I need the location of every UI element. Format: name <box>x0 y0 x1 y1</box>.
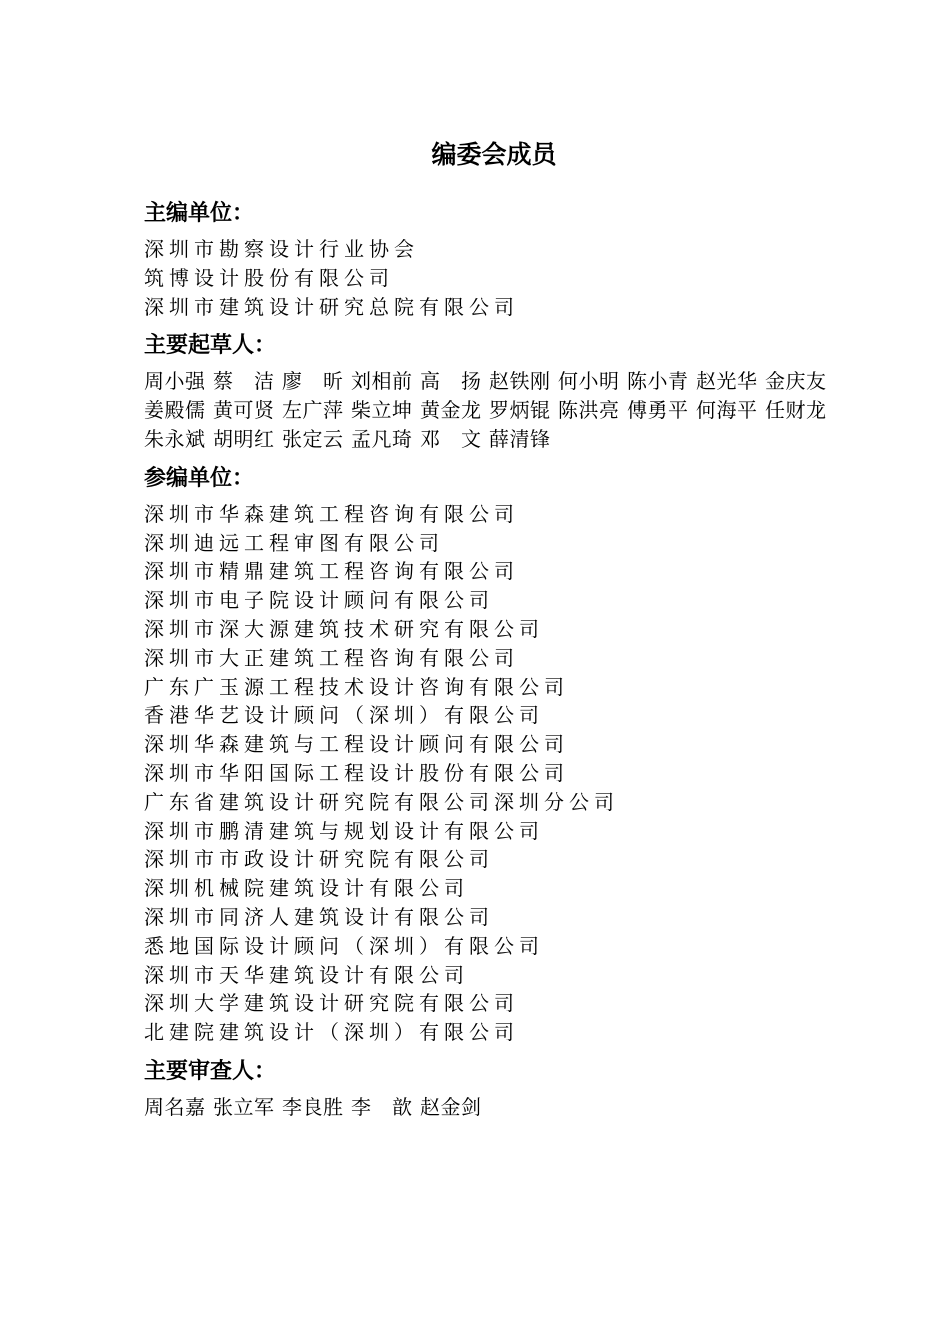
company-line: 广东广玉源工程技术设计咨询有限公司 <box>144 676 569 699</box>
section-chief-editing-units <box>144 236 844 322</box>
company-line: 深圳市鹏清建筑与规划设计有限公司 <box>144 820 544 843</box>
section-heading-chief-editing-units: 主编单位： <box>144 200 255 225</box>
company-line: 深圳市市政设计研究院有限公司 <box>144 849 494 872</box>
company-line: 深圳迪远工程审图有限公司 <box>144 532 444 555</box>
company-line: 北建院建筑设计（深圳）有限公司 <box>144 1022 519 1045</box>
section-heading-main-reviewers: 主要审查人： <box>144 1057 277 1083</box>
names-line: 姜殿儒 黄可贤 左广萍 柴立坤 黄金龙 罗炳锟 陈洪亮 傅勇平 何海平 任财龙 <box>144 400 827 423</box>
company-line: 香港华艺设计顾问（深圳）有限公司 <box>144 705 544 728</box>
company-line: 深圳大学建筑设计研究院有限公司 <box>144 993 519 1016</box>
company-line: 深圳市电子院设计顾问有限公司 <box>144 590 494 613</box>
company-line: 悉地国际设计顾问（深圳）有限公司 <box>144 935 544 958</box>
names-line: 周小强 蔡 洁 廖 昕 刘相前 高 扬 赵铁刚 何小明 陈小青 赵光华 金庆友 <box>144 371 827 394</box>
company-line: 深圳市精鼎建筑工程咨询有限公司 <box>144 561 519 584</box>
section-heading-main-drafters: 主要起草人： <box>144 332 277 358</box>
company-line: 深圳机械院建筑设计有限公司 <box>144 878 469 901</box>
company-line: 深圳市同济人建筑设计有限公司 <box>144 906 494 929</box>
company-line: 深圳市天华建筑设计有限公司 <box>144 964 469 987</box>
company-line: 深圳市深大源建筑技术研究有限公司 <box>144 618 544 641</box>
company-line: 广东省建筑设计研究院有限公司深圳分公司 <box>144 791 619 814</box>
company-line: 深圳市华森建筑工程咨询有限公司 <box>144 503 519 526</box>
section-main-drafters <box>144 368 844 454</box>
company-line: 深圳市大正建筑工程咨询有限公司 <box>144 647 519 670</box>
section-heading-participating-units: 参编单位： <box>144 464 255 490</box>
company-line: 筑博设计股份有限公司 <box>144 267 394 290</box>
section-participating-units <box>144 501 844 1048</box>
section-main-reviewers <box>144 1094 844 1123</box>
company-line: 深圳市华阳国际工程设计股份有限公司 <box>144 762 569 785</box>
company-line: 深圳华森建筑与工程设计顾问有限公司 <box>144 734 569 757</box>
names-line: 周名嘉 张立军 李良胜 李 歆 赵金剑 <box>144 1096 482 1119</box>
company-line: 深圳市建筑设计研究总院有限公司 <box>144 296 519 319</box>
company-line: 深圳市勘察设计行业协会 <box>144 239 419 261</box>
document-title: 编委会成员 <box>431 141 557 169</box>
names-line: 朱永斌 胡明红 张定云 孟凡琦 邓 文 薛清锋 <box>144 428 551 451</box>
